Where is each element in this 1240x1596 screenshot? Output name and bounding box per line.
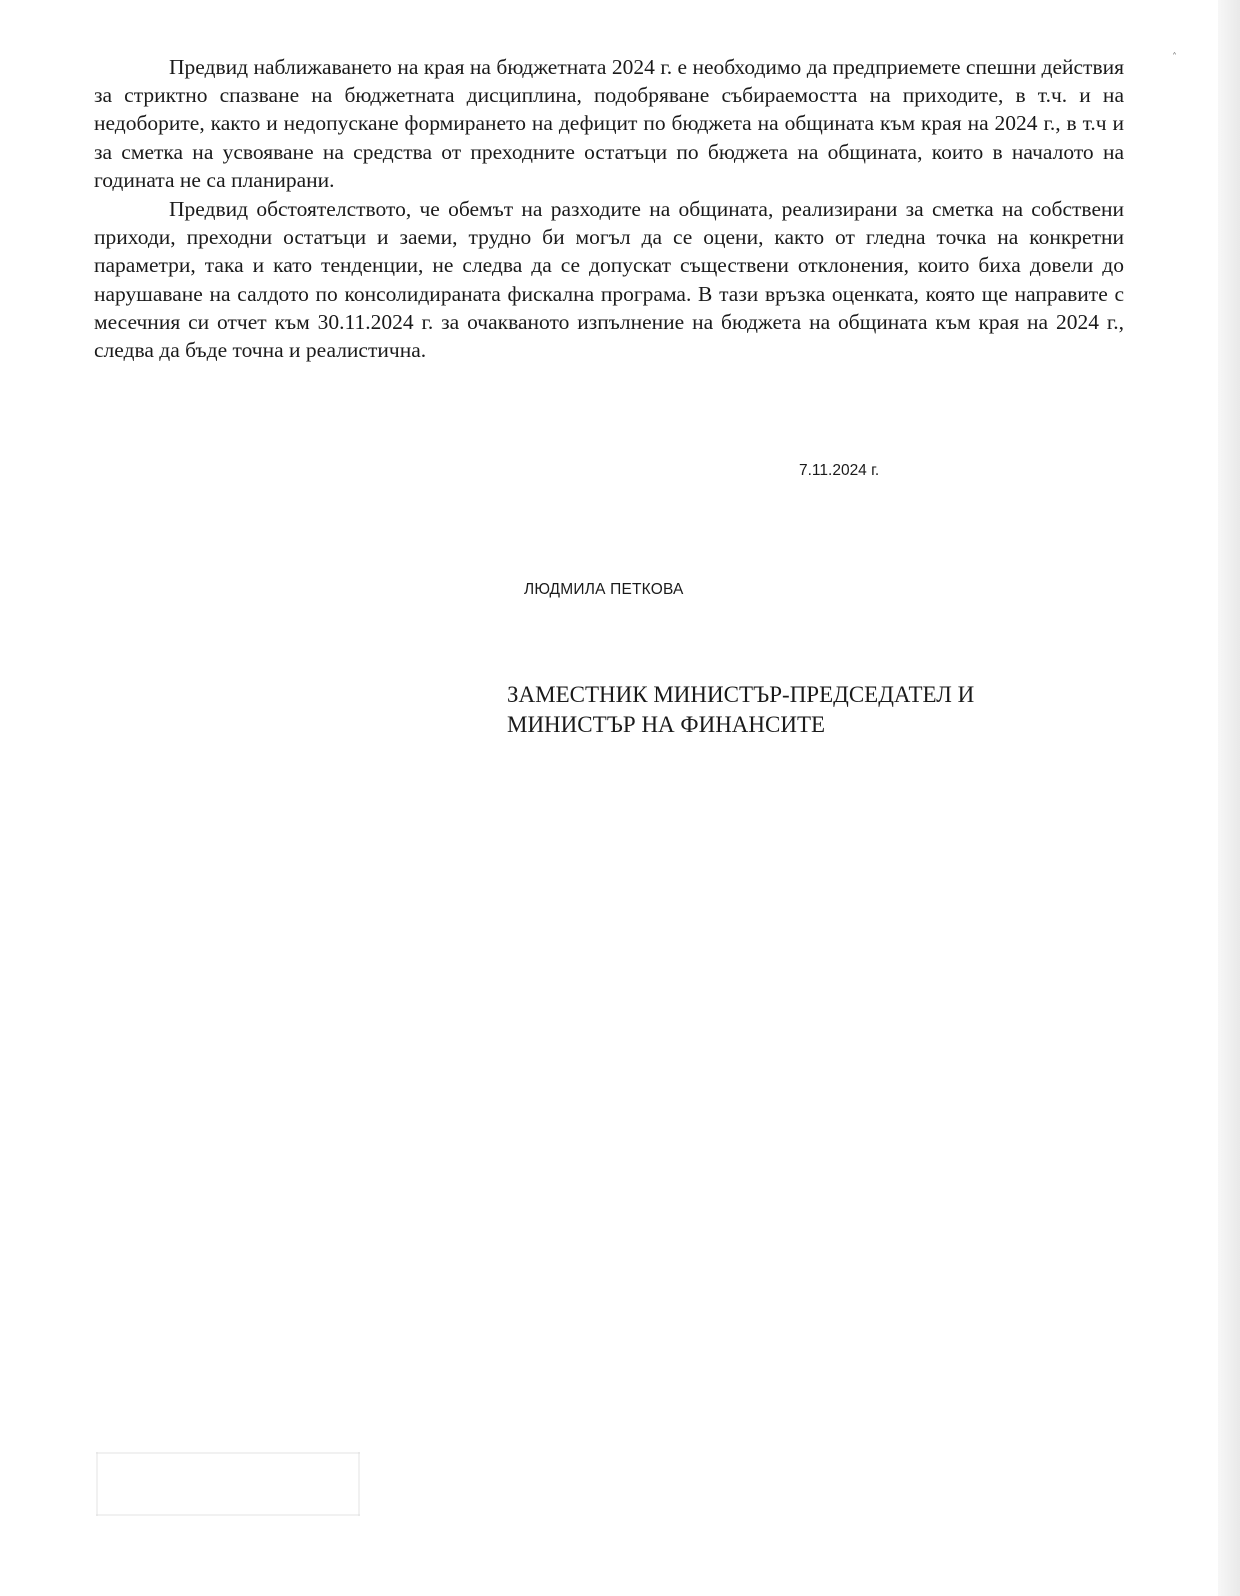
bleed-through-mark <box>96 1452 360 1454</box>
bleed-through-mark <box>358 1452 360 1516</box>
signer-name: ЛЮДМИЛА ПЕТКОВА <box>524 581 684 598</box>
signer-position-line-2: МИНИСТЪР НА ФИНАНСИТЕ <box>507 712 826 737</box>
body-paragraph-1: Предвид наближаването на края на бюджетната 2024 г. е необходимо да предприемете спешни действия за стриктно спазване на бюджетната дисциплина, подобряване събираемостта на приходите, в т.ч. и на недоборите, както и недопускане формирането на дефицит по бюджета на общината към края на 2024 г., в т.ч и за сметка на усвояване на средства от преходните остатъци по бюджета на общината, които в началото на годината не са планирани. <box>94 55 1124 192</box>
signer-position <box>507 680 1107 740</box>
scan-artifact-mark: ˄ <box>1172 52 1177 63</box>
bleed-through-mark <box>96 1514 360 1516</box>
body-paragraph-2: Предвид обстоятелството, че обемът на разходите на общината, реализирани за сметка на собствени приходи, преходни остатъци и заеми, трудно би могъл да се оцени, както от гледна точка на конкретни параметри, така и като тенденции, не следва да се допускат съществени отклонения, които биха довели до нарушаване на салдото по консолидираната фискална програма. В тази връзка оценката, която ще направите с месечния си отчет към 30.11.2024 г. за очакваното изпълнение на бюджета на общината към края на 2024 г., следва да бъде точна и реалистична. <box>94 197 1124 363</box>
scan-edge <box>1218 0 1240 1596</box>
signer-position-line-1: ЗАМЕСТНИК МИНИСТЪР-ПРЕДСЕДАТЕЛ И <box>507 682 975 707</box>
document-date: 7.11.2024 г. <box>799 462 880 479</box>
bleed-through-mark <box>96 1452 98 1516</box>
